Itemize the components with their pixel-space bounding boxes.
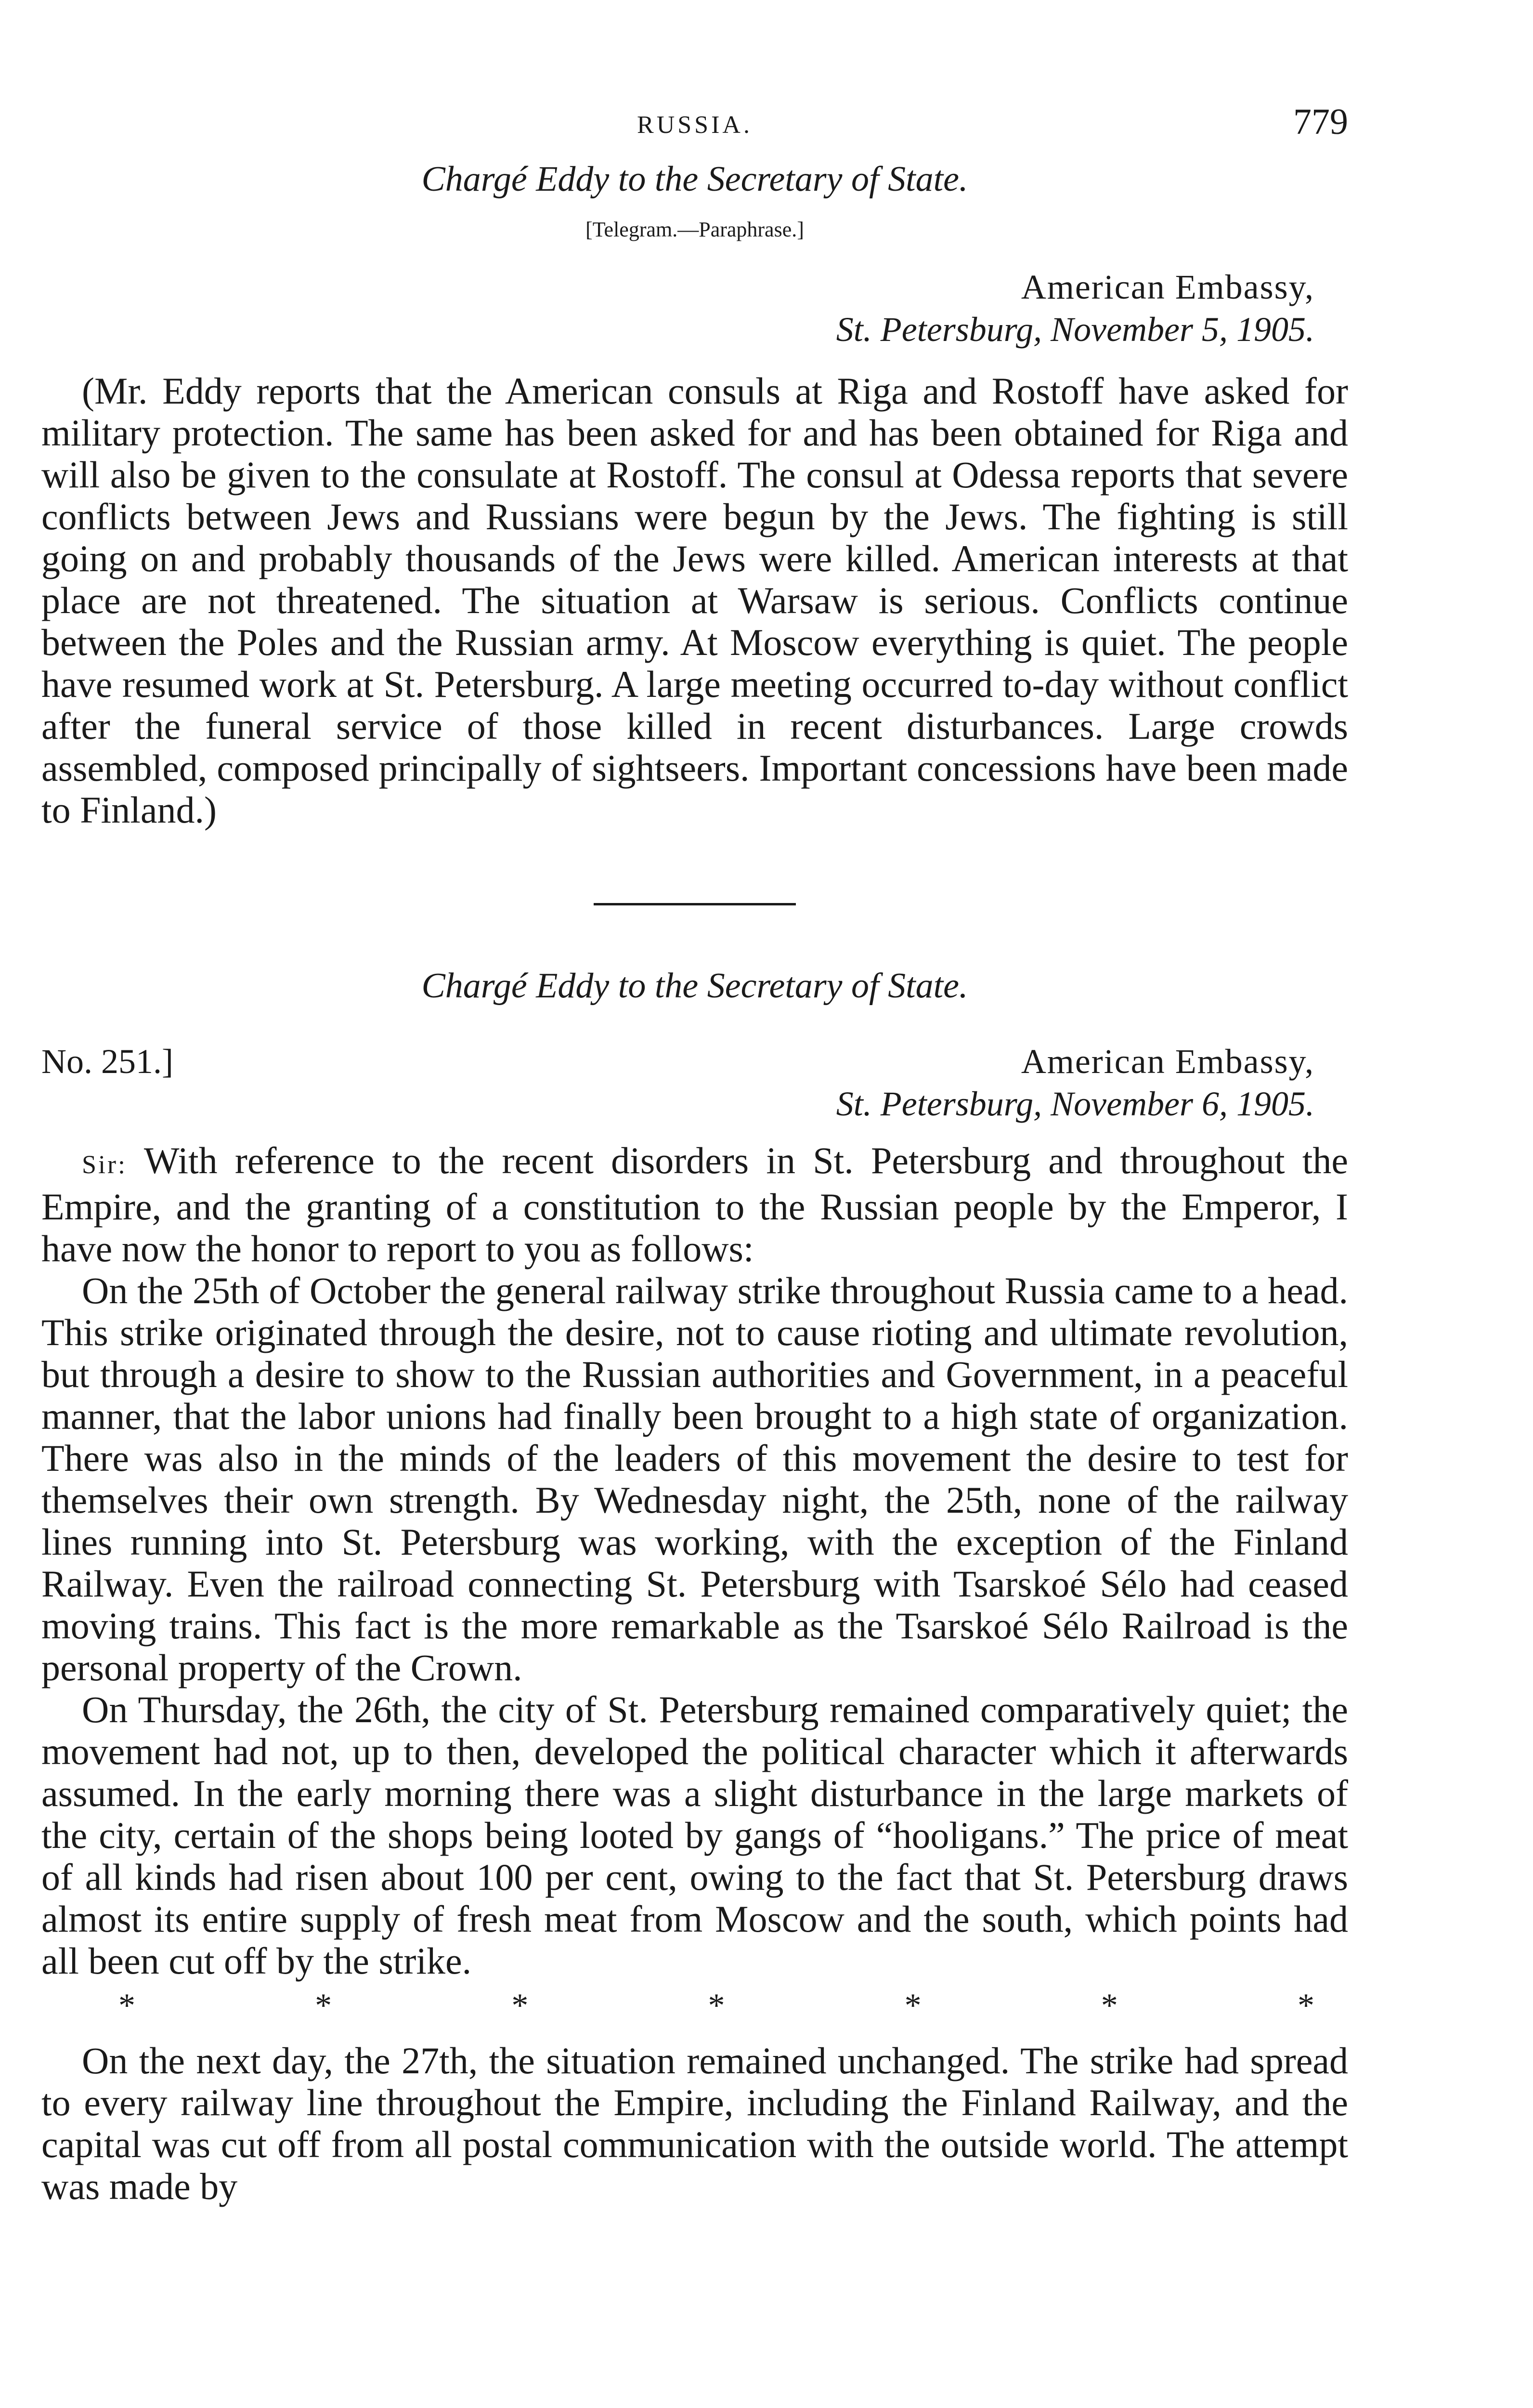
dateline [41, 266, 1348, 351]
document-heading: Chargé Eddy to the Secretary of State. [421, 966, 968, 1006]
document-subhead: [Telegram.—Paraphrase.] [585, 218, 804, 241]
star: * [118, 1987, 135, 2024]
salutation: Sir: [82, 1150, 128, 1179]
embassy-name: American Embassy, [1021, 1042, 1314, 1081]
embassy-name: American Embassy, [1021, 268, 1314, 306]
running-title: RUSSIA. [637, 111, 753, 139]
number-dateline [41, 1040, 1348, 1125]
place-date: St. Petersburg, November 6, 1905. [836, 1085, 1314, 1123]
star: * [1297, 1987, 1314, 2024]
document-number: No. 251.] [41, 1042, 173, 1081]
document-page [41, 92, 1348, 2207]
running-head [41, 92, 1348, 149]
paragraph: On the 25th of October the general railway strike throughout Russia came to a head. This strike originated through the desire, not to cause rioting and ultimate revolution, but through a desire to show to the Russian authorities and Government, in a peaceful manner, that the labor unions had finally been brought to a high state of organization. There was also in the minds of the leaders of this movement the desire to test for themselves their own strength. By Wednesday night, the 25th, none of the railway lines running into St. Petersburg was working, with the exception of the Finland Railway. Even the railroad connecting St. Petersburg with Tsarskoé Sélo had ceased moving trains. This fact is the more remarkable as the Tsarskoé Sélo Railroad is the personal property of the Crown. [41, 1269, 1348, 1688]
section-divider [594, 903, 796, 905]
paragraph: On Thursday, the 26th, the city of St. Petersburg remained comparatively quiet; the movement had not, up to then, developed the political character which it afterwards assumed. In the early morning there was a slight disturbance in the large markets of the city, certain of the shops being looted by gangs of “hooligans.” The price of meat of all kinds had risen about 100 per cent, owing to the fact that St. Petersburg draws almost its entire supply of fresh meat from Moscow and the south, which points had all been cut off by the strike. [41, 1688, 1348, 1982]
paragraph-text: With reference to the recent disorders in St. Petersburg and throughout the Empire, and the granting of a constitution to the Russian people by the Emperor, I have now the honor to report to you as follows: [41, 1139, 1348, 1269]
star: * [315, 1987, 332, 2024]
telegram-body: (Mr. Eddy reports that the American consuls at Riga and Rostoff have asked for military protection. The same has been asked for and has been obtained for Riga and will also be given to the consulate at Rostoff. The consul at Odessa reports that severe conflicts between Jews and Russians were begun by the Jews. The fighting is still going on and probably thousands of the Jews were killed. American interests at that place are not threatened. The situation at Warsaw is serious. Conflicts continue between the Poles and the Russian army. At Moscow everything is quiet. The people have resumed work at St. Petersburg. A large meeting occurred to-day without conflict after the funeral service of those killed in recent disturbances. Large crowds assembled, composed principally of sightseers. Important concessions have been made to Finland.) [41, 370, 1348, 831]
star: * [1101, 1987, 1118, 2024]
star: * [511, 1987, 529, 2024]
despatch-document [41, 966, 1348, 2207]
opening-paragraph [41, 1139, 1348, 1269]
dateline [836, 1040, 1314, 1125]
ellipsis-stars [41, 1987, 1348, 2025]
star: * [904, 1987, 922, 2024]
star: * [708, 1987, 725, 2024]
telegram-document [41, 159, 1348, 831]
page-number: 779 [1293, 102, 1348, 142]
place-date: St. Petersburg, November 5, 1905. [836, 310, 1314, 349]
paragraph: On the next day, the 27th, the situation remained unchanged. The strike had spread to every railway line throughout the Empire, including the Finland Railway, and the capital was cut off from all postal communication with the outside world. The attempt was made by [41, 2040, 1348, 2207]
document-heading: Chargé Eddy to the Secretary of State. [421, 159, 968, 199]
